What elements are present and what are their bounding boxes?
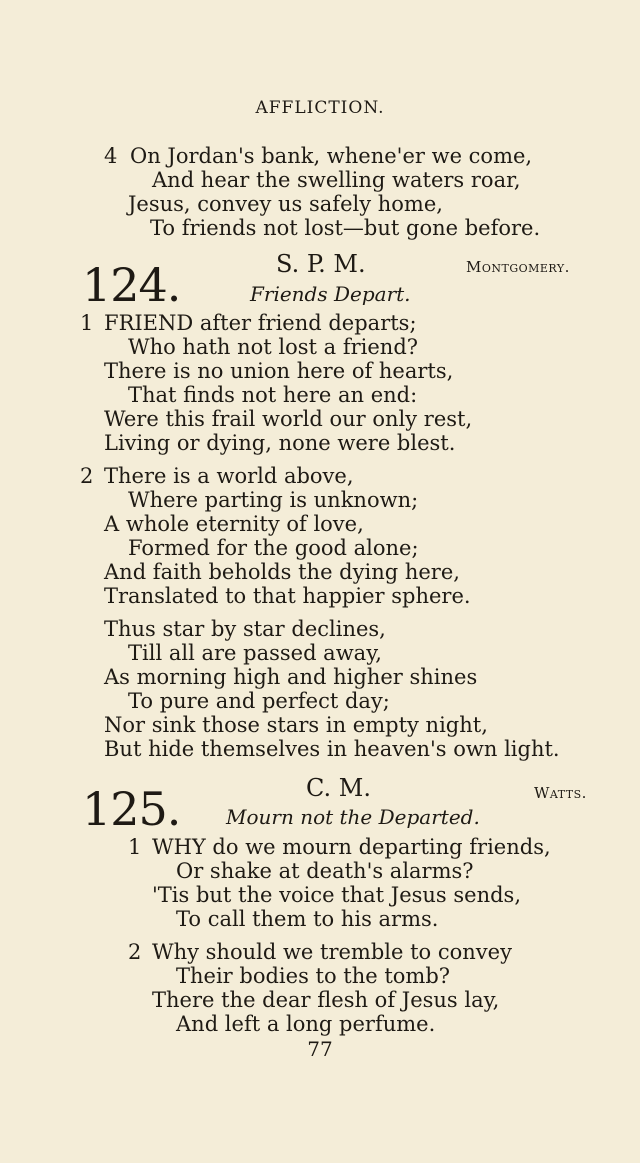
verse-line: And faith beholds the dying here, (104, 560, 460, 584)
verse-line: Jesus, convey us safely home, (128, 192, 443, 216)
verse-line: WHY do we mourn departing friends, (152, 835, 551, 859)
verse-line: As morning high and higher shines (104, 665, 478, 689)
verse-line: Who hath not lost a friend? (128, 335, 419, 359)
verse-line: And left a long perfume. (176, 1012, 436, 1036)
verse-line: Or shake at death's alarms? (176, 859, 474, 883)
verse-line: A whole eternity of love, (104, 512, 364, 536)
running-header: AFFLICTION. (255, 98, 385, 118)
hymn-number: 125. (82, 782, 181, 836)
verse-line: Till all are passed away, (128, 641, 382, 665)
verse-line: Where parting is unknown; (128, 488, 419, 512)
verse-line: Why should we tremble to convey (152, 940, 512, 964)
verse-line: FRIEND after friend departs; (104, 311, 417, 335)
verse-line: Living or dying, none were blest. (104, 431, 456, 455)
verse-line: Nor sink those stars in empty night, (104, 713, 488, 737)
verse-line: There the dear flesh of Jesus lay, (152, 988, 500, 1012)
verse-line: Formed for the good alone; (128, 536, 419, 560)
stanza-number: 4 (104, 144, 118, 168)
verse-line: Their bodies to the tomb? (176, 964, 451, 988)
stanza-number: 1 (80, 311, 94, 335)
verse-line: On Jordan's bank, whene'er we come, (130, 144, 533, 168)
stanza-number: 2 (128, 940, 142, 964)
verse-line: To pure and perfect day; (128, 689, 390, 713)
author-name: Montgomery. (466, 258, 570, 276)
page-number: 77 (307, 1037, 333, 1061)
hymn-title: Mourn not the Departed. (226, 805, 480, 829)
verse-line: To call them to his arms. (176, 907, 439, 931)
verse-line: That finds not here an end: (128, 383, 418, 407)
verse-line: To friends not lost—but gone before. (150, 216, 541, 240)
stanza-number: 2 (80, 464, 94, 488)
verse-line: Thus star by star declines, (104, 617, 386, 641)
author-name: Watts. (534, 784, 587, 802)
verse-line: There is a world above, (104, 464, 354, 488)
verse-line: There is no union here of hearts, (104, 359, 454, 383)
hymn-title: Friends Depart. (250, 282, 411, 306)
stanza-number: 1 (128, 835, 142, 859)
meter-label: S. P. M. (276, 250, 366, 278)
verse-line: Translated to that happier sphere. (104, 584, 471, 608)
meter-label: C. M. (306, 774, 371, 802)
hymn-number: 124. (82, 258, 181, 312)
verse-line: Were this frail world our only rest, (104, 407, 473, 431)
verse-line: But hide themselves in heaven's own light. (104, 737, 560, 761)
verse-line: And hear the swelling waters roar, (152, 168, 521, 192)
verse-line: 'Tis but the voice that Jesus sends, (152, 883, 522, 907)
